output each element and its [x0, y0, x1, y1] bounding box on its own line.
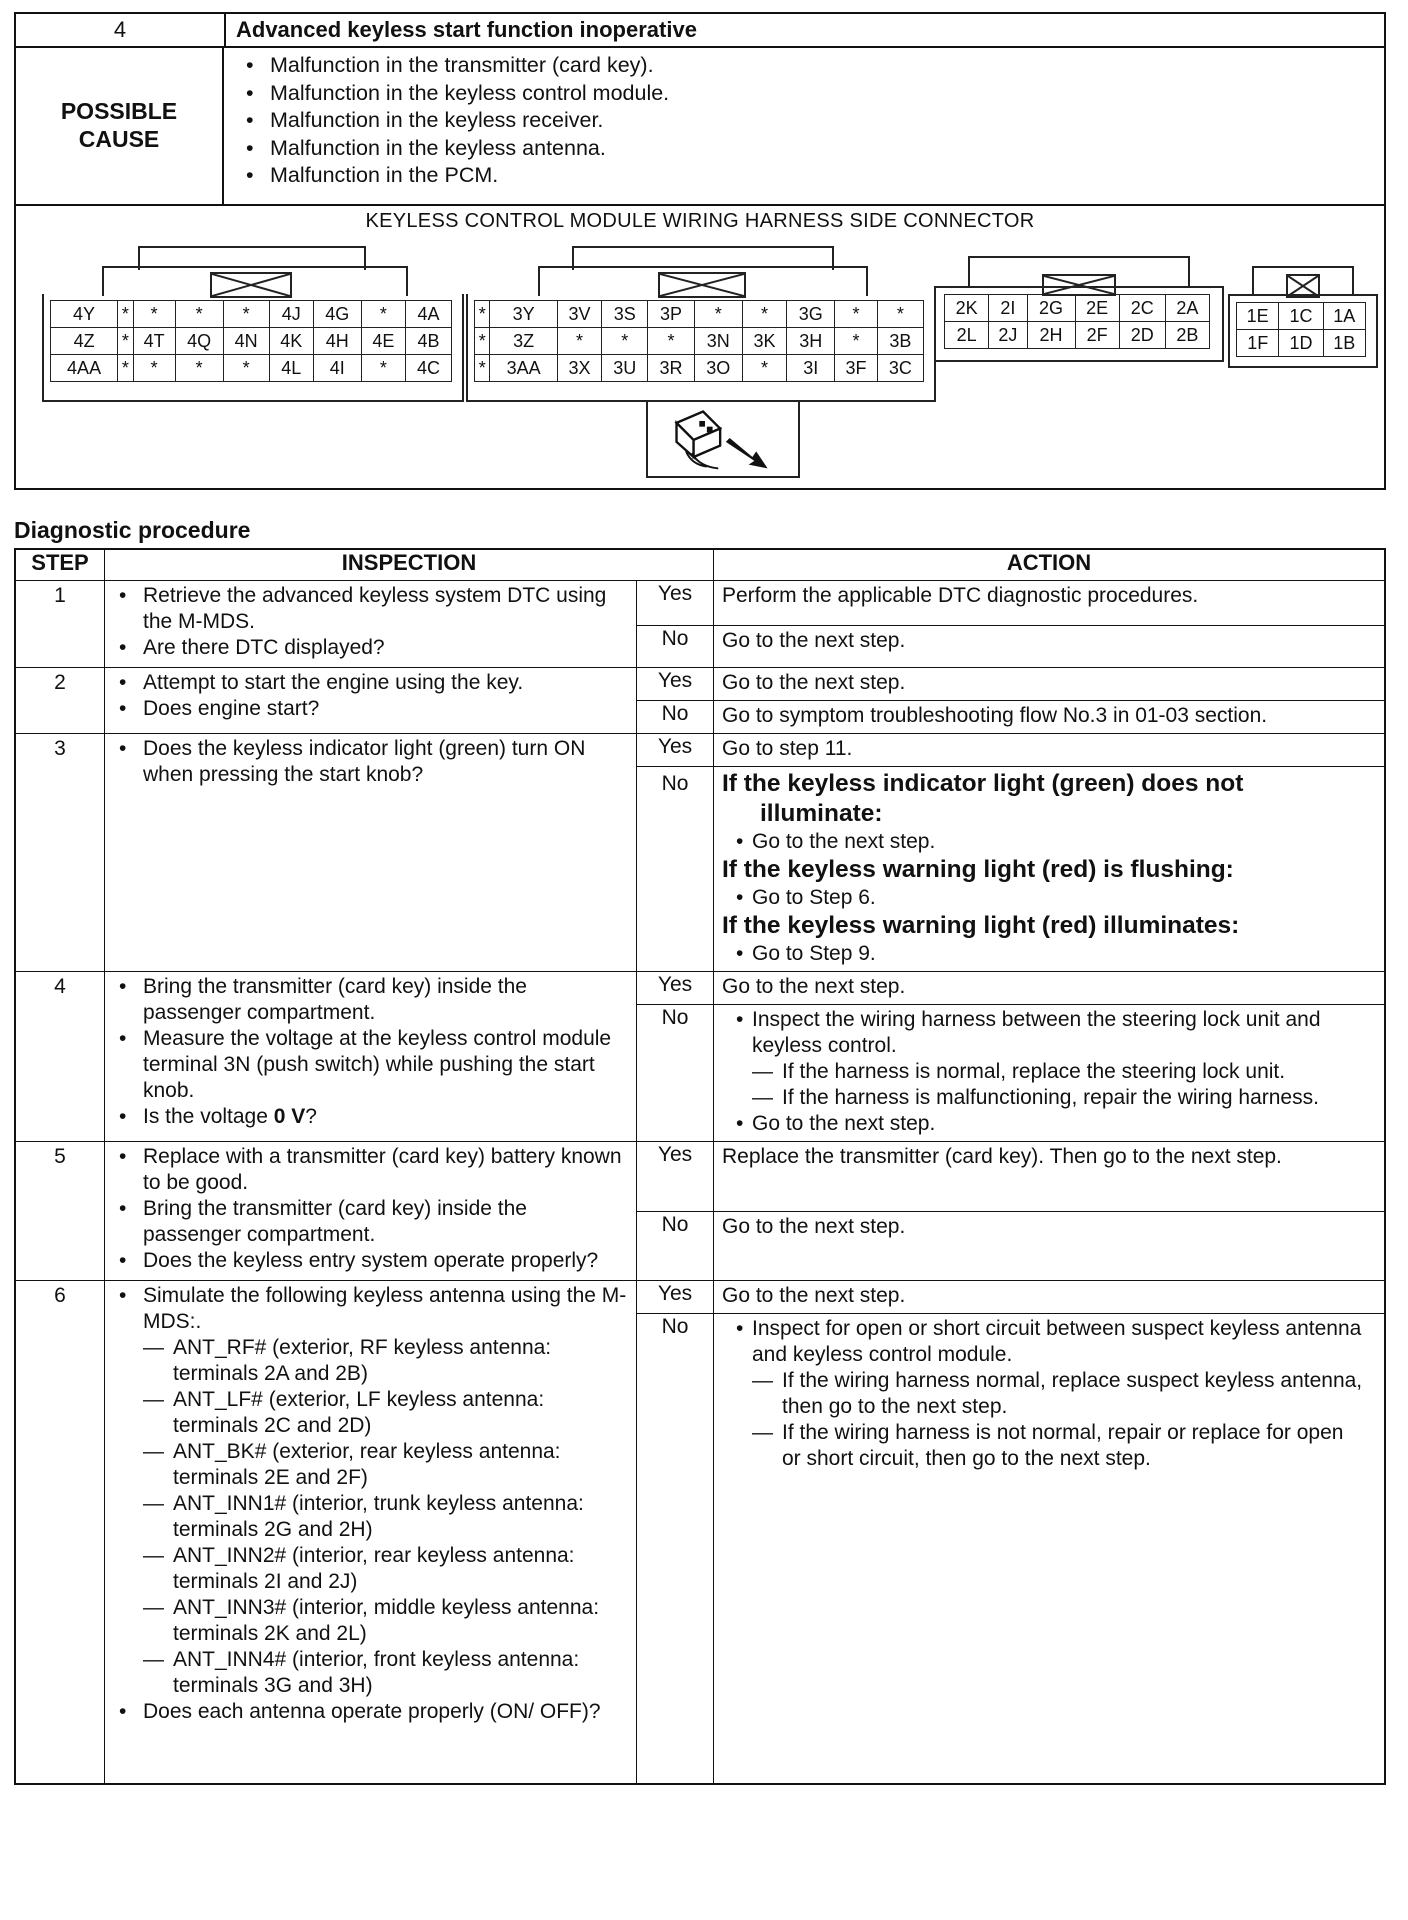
yes-label: Yes — [637, 581, 714, 626]
terminal: * — [835, 301, 877, 328]
inspection-cell — [105, 734, 637, 972]
yes-label: Yes — [637, 972, 714, 1005]
table-row — [15, 972, 1385, 1005]
action-item — [722, 1007, 1378, 1111]
symptom-title: Advanced keyless start function inoperative — [236, 17, 697, 42]
yes-label: Yes — [637, 734, 714, 767]
terminal: * — [602, 328, 648, 355]
terminal: 3F — [835, 355, 877, 382]
terminal: * — [223, 301, 269, 328]
terminal: 4G — [313, 301, 361, 328]
action-yes: Go to step 11. — [714, 734, 1386, 767]
terminal: * — [475, 355, 490, 382]
terminal: 2E — [1075, 295, 1119, 322]
connector-1 — [1228, 264, 1378, 394]
terminal: 1A — [1323, 303, 1365, 330]
terminal: 1D — [1279, 330, 1323, 357]
table-row — [15, 734, 1385, 767]
antenna-subitem: — ANT_INN1# (interior, trunk keyless antenna: terminals 2G and 2H) — [143, 1491, 630, 1543]
terminal: * — [133, 355, 175, 382]
inspection-item: • Does the keyless indicator light (green) turn ON when pressing the start knob? — [105, 736, 636, 788]
terminal: * — [175, 355, 223, 382]
terminal: 4B — [405, 328, 451, 355]
action-item — [722, 1316, 1378, 1472]
no-label: No — [637, 701, 714, 734]
no-label: No — [637, 626, 714, 668]
antenna-subitem: — ANT_INN2# (interior, rear keyless antenna: terminals 2I and 2J) — [143, 1543, 630, 1595]
terminal: 4C — [405, 355, 451, 382]
yes-label: Yes — [637, 1142, 714, 1212]
terminal: 3O — [694, 355, 742, 382]
terminal: 2J — [989, 322, 1027, 349]
no-label: No — [637, 1211, 714, 1281]
table-row — [15, 1281, 1385, 1314]
step-number: 5 — [15, 1142, 105, 1281]
symptom-number: 4 — [16, 14, 226, 46]
inspection-item: • Does the keyless entry system operate properly? — [105, 1248, 636, 1274]
connector-3-grid — [474, 300, 924, 382]
terminal: 4H — [313, 328, 361, 355]
condition-heading: If the keyless warning light (red) is flushing: — [722, 856, 1234, 883]
terminal: * — [835, 328, 877, 355]
terminal: 2L — [945, 322, 989, 349]
antenna-subitem: — ANT_INN4# (interior, front keyless antenna: terminals 3G and 3H) — [143, 1647, 630, 1699]
action-item: • Go to Step 6. — [722, 885, 1378, 911]
terminal: 3H — [787, 328, 835, 355]
condition-heading: If the keyless indicator light (green) does not — [722, 770, 1244, 797]
action-yes: Go to the next step. — [714, 972, 1386, 1005]
terminal: 3U — [602, 355, 648, 382]
step-number: 3 — [15, 734, 105, 972]
action-no: Go to the next step. — [714, 1211, 1386, 1281]
terminal: * — [118, 355, 133, 382]
no-label: No — [637, 1005, 714, 1142]
action-subitem: — If the harness is malfunctioning, repair the wiring harness. — [752, 1085, 1372, 1111]
terminal: * — [742, 355, 786, 382]
action-item: • Go to the next step. — [722, 1111, 1378, 1137]
terminal: * — [475, 328, 490, 355]
terminal: 3Y — [490, 301, 557, 328]
connector-2-grid — [944, 294, 1210, 349]
inspection-item: • Are there DTC displayed? — [105, 635, 636, 661]
inspection-item: • Does engine start? — [105, 696, 636, 722]
action-text: Inspect for open or short circuit between suspect keyless antenna and keyless control module. — [752, 1317, 1362, 1366]
terminal: 3C — [877, 355, 923, 382]
connector-4-grid — [50, 300, 452, 382]
action-item: • Go to the next step. — [722, 829, 1378, 855]
cause-item: • Malfunction in the PCM. — [234, 162, 669, 190]
terminal: 2F — [1075, 322, 1119, 349]
antenna-subitem: — ANT_BK# (exterior, rear keyless antenna: terminals 2E and 2F) — [143, 1439, 630, 1491]
terminal: 4J — [269, 301, 313, 328]
terminal: 4Z — [51, 328, 118, 355]
antenna-subitem: — ANT_RF# (exterior, RF keyless antenna: terminals 2A and 2B) — [143, 1335, 630, 1387]
yes-label: Yes — [637, 1281, 714, 1314]
table-row — [15, 1142, 1385, 1212]
terminal: 1F — [1237, 330, 1279, 357]
terminal: 3V — [557, 301, 601, 328]
terminal: 3P — [648, 301, 694, 328]
action-subitem: — If the harness is normal, replace the steering lock unit. — [752, 1059, 1372, 1085]
inspection-cell — [105, 668, 637, 734]
action-no: Go to the next step. — [714, 626, 1386, 668]
possible-cause-label — [16, 46, 224, 204]
inspection-item — [105, 1283, 636, 1699]
connector-hood — [138, 246, 366, 270]
step-number: 4 — [15, 972, 105, 1142]
inspection-text: Simulate the following keyless antenna using the M-MDS:. — [143, 1284, 627, 1333]
terminal: * — [133, 301, 175, 328]
condition-heading: illuminate: — [760, 800, 883, 827]
connector-title: KEYLESS CONTROL MODULE WIRING HARNESS SIDE CONNECTOR — [365, 210, 1035, 232]
terminal: 3S — [602, 301, 648, 328]
action-text: Inspect the wiring harness between the steering lock unit and keyless control. — [752, 1008, 1321, 1057]
terminal: 2G — [1027, 295, 1075, 322]
terminal: 4Y — [51, 301, 118, 328]
terminal: 4L — [269, 355, 313, 382]
action-yes: Go to the next step. — [714, 1281, 1386, 1314]
no-label: No — [637, 767, 714, 972]
cause-item: • Malfunction in the transmitter (card key). — [234, 52, 669, 80]
connector-2 — [934, 254, 1224, 394]
inspection-text: Is the voltage — [143, 1105, 274, 1128]
action-subitem: — If the wiring harness normal, replace suspect keyless antenna, then go to the next step. — [752, 1368, 1372, 1420]
terminal: 1E — [1237, 303, 1279, 330]
table-header-row — [15, 549, 1385, 581]
diagnostic-procedure-title: Diagnostic procedure — [14, 517, 251, 543]
step-number: 2 — [15, 668, 105, 734]
terminal: 3AA — [490, 355, 557, 382]
terminal: 2B — [1165, 322, 1209, 349]
inspection-cell — [105, 1142, 637, 1281]
action-no — [714, 1314, 1386, 1784]
terminal: 3R — [648, 355, 694, 382]
connector-hood — [572, 246, 834, 270]
possible-cause-row — [16, 46, 1384, 206]
header-action: ACTION — [714, 549, 1386, 581]
cause-label-line2: CAUSE — [78, 126, 160, 152]
voltage-value: 0 V — [273, 1105, 306, 1128]
action-yes: Perform the applicable DTC diagnostic procedures. — [714, 581, 1386, 626]
inspection-item: • Retrieve the advanced keyless system DTC using the M-MDS. — [105, 583, 636, 635]
table-row — [15, 581, 1385, 626]
connector-4 — [42, 244, 464, 414]
terminal: * — [557, 328, 601, 355]
terminal: 3G — [787, 301, 835, 328]
terminal: 2H — [1027, 322, 1075, 349]
terminal: 4K — [269, 328, 313, 355]
terminal: 2A — [1165, 295, 1209, 322]
inspection-item: • Bring the transmitter (card key) inside the passenger compartment. — [105, 1196, 636, 1248]
terminal: * — [877, 301, 923, 328]
terminal: 4E — [361, 328, 405, 355]
cause-item: • Malfunction in the keyless receiver. — [234, 107, 669, 135]
terminal: 4AA — [51, 355, 118, 382]
terminal: 4N — [223, 328, 269, 355]
antenna-subitem: — ANT_LF# (exterior, LF keyless antenna: terminals 2C and 2D) — [143, 1387, 630, 1439]
condition-heading: If the keyless warning light (red) illuminates: — [722, 912, 1240, 939]
terminal: 2K — [945, 295, 989, 322]
terminal: * — [223, 355, 269, 382]
action-yes: Replace the transmitter (card key). Then go to the next step. — [714, 1142, 1386, 1212]
yes-label: Yes — [637, 668, 714, 701]
cause-item: • Malfunction in the keyless antenna. — [234, 135, 669, 163]
step-number: 6 — [15, 1281, 105, 1784]
terminal: * — [118, 301, 133, 328]
terminal: 3K — [742, 328, 786, 355]
action-item: • Go to Step 9. — [722, 941, 1378, 967]
inspection-item: • Bring the transmitter (card key) inside the passenger compartment. — [105, 974, 636, 1026]
inspection-cell — [105, 1281, 637, 1784]
terminal: 3Z — [490, 328, 557, 355]
step-number: 1 — [15, 581, 105, 668]
inspection-text: ? — [305, 1105, 317, 1128]
terminal: * — [361, 355, 405, 382]
inspection-cell — [105, 972, 637, 1142]
action-yes: Go to the next step. — [714, 668, 1386, 701]
inspection-item — [105, 1104, 636, 1130]
terminal: * — [694, 301, 742, 328]
table-row — [15, 668, 1385, 701]
action-no — [714, 767, 1386, 972]
inspection-item: • Does each antenna operate properly (ON/ OFF)? — [105, 1699, 636, 1725]
header-step: STEP — [15, 549, 105, 581]
header-inspection: INSPECTION — [105, 549, 714, 581]
terminal: 4A — [405, 301, 451, 328]
harness-side-probe-icon — [646, 400, 800, 478]
terminal: * — [361, 301, 405, 328]
connector-base — [42, 392, 464, 402]
terminal: 3B — [877, 328, 923, 355]
terminal: * — [118, 328, 133, 355]
terminal: 2I — [989, 295, 1027, 322]
terminal: * — [475, 301, 490, 328]
cause-label-line1: POSSIBLE — [60, 98, 178, 124]
inspection-item: • Replace with a transmitter (card key) battery known to be good. — [105, 1144, 636, 1196]
terminal: * — [175, 301, 223, 328]
inspection-item: • Attempt to start the engine using the key. — [105, 670, 636, 696]
terminal: 3I — [787, 355, 835, 382]
action-subitem: — If the wiring harness is not normal, repair or replace for open or short circuit, then go to the next step. — [752, 1420, 1372, 1472]
terminal: 4Q — [175, 328, 223, 355]
terminal: 1B — [1323, 330, 1365, 357]
inspection-cell — [105, 581, 637, 668]
terminal: * — [648, 328, 694, 355]
connector-3 — [466, 244, 936, 414]
terminal: 2C — [1119, 295, 1165, 322]
antenna-subitem: — ANT_INN3# (interior, middle keyless antenna: terminals 2K and 2L) — [143, 1595, 630, 1647]
inspection-item: • Measure the voltage at the keyless control module terminal 3N (push switch) while pushing the start knob. — [105, 1026, 636, 1104]
terminal: 4I — [313, 355, 361, 382]
terminal: 2D — [1119, 322, 1165, 349]
possible-cause-list — [234, 52, 669, 190]
action-no — [714, 1005, 1386, 1142]
symptom-box — [14, 12, 1386, 490]
no-label: No — [637, 1314, 714, 1784]
connector-1-grid — [1236, 302, 1366, 357]
terminal: * — [742, 301, 786, 328]
terminal: 3N — [694, 328, 742, 355]
symptom-header — [16, 14, 1384, 48]
terminal: 4T — [133, 328, 175, 355]
terminal: 3X — [557, 355, 601, 382]
cause-item: • Malfunction in the keyless control module. — [234, 80, 669, 108]
action-no: Go to symptom troubleshooting flow No.3 in 01-03 section. — [714, 701, 1386, 734]
diagnostic-table — [14, 548, 1386, 1785]
terminal: 1C — [1279, 303, 1323, 330]
